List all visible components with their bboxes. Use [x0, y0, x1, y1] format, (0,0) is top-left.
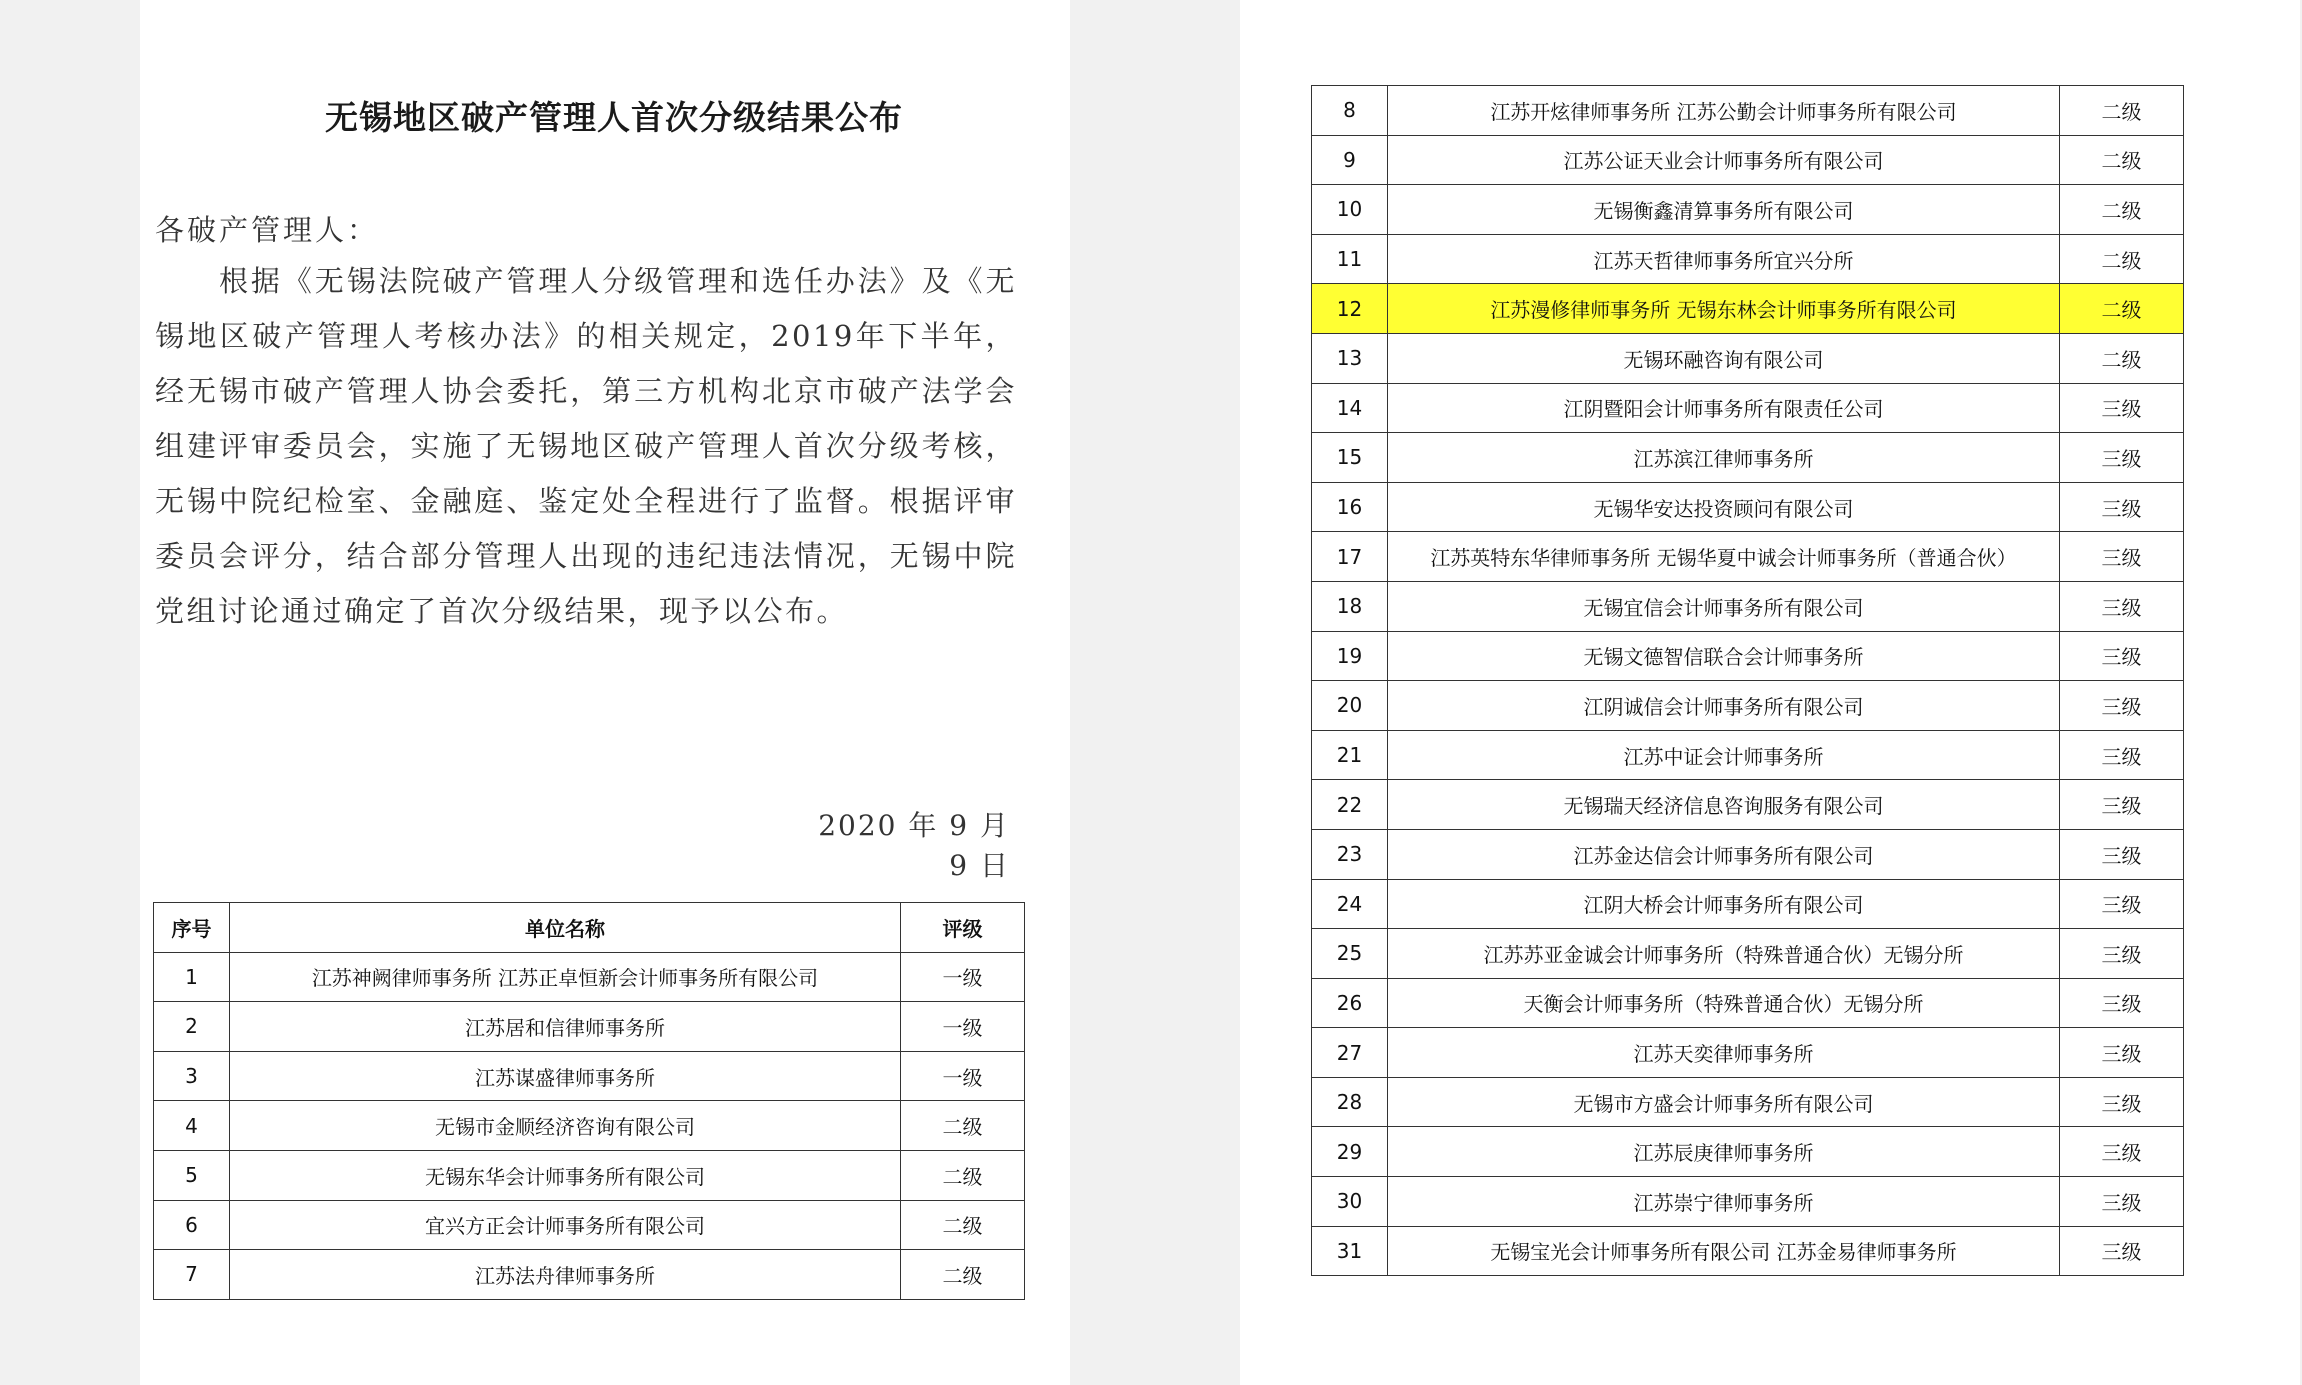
- cell-number: 28: [1312, 1077, 1388, 1127]
- cell-number: 4: [154, 1101, 230, 1151]
- cell-grade: 二级: [2060, 135, 2184, 185]
- cell-number: 2: [154, 1002, 230, 1052]
- cell-unit-name: 江苏漫修律师事务所 无锡东林会计师事务所有限公司: [1388, 284, 2060, 334]
- table-row: [1312, 978, 2184, 1028]
- cell-unit-name: 江苏苏亚金诚会计师事务所（特殊普通合伙）无锡分所: [1388, 929, 2060, 979]
- table-row: [1312, 1127, 2184, 1177]
- cell-grade: 二级: [901, 1150, 1025, 1200]
- cell-unit-name: 无锡衡鑫清算事务所有限公司: [1388, 185, 2060, 235]
- table-row: [1312, 829, 2184, 879]
- table-row: [1312, 284, 2184, 334]
- header-no: 序号: [154, 903, 230, 953]
- cell-number: 23: [1312, 829, 1388, 879]
- table-row: [1312, 681, 2184, 731]
- cell-unit-name: 无锡宜信会计师事务所有限公司: [1388, 581, 2060, 631]
- cell-grade: 三级: [2060, 929, 2184, 979]
- cell-number: 31: [1312, 1226, 1388, 1276]
- table-row: [1312, 730, 2184, 780]
- cell-grade: 二级: [2060, 284, 2184, 334]
- cell-grade: 三级: [2060, 1226, 2184, 1276]
- table-row: [154, 1051, 1025, 1101]
- cell-number: 10: [1312, 185, 1388, 235]
- table-row: [1312, 631, 2184, 681]
- cell-number: 11: [1312, 234, 1388, 284]
- cell-number: 21: [1312, 730, 1388, 780]
- table-row: [1312, 482, 2184, 532]
- result-table-right: [1311, 85, 2184, 1276]
- cell-grade: 二级: [901, 1250, 1025, 1300]
- cell-unit-name: 宜兴方正会计师事务所有限公司: [230, 1200, 901, 1250]
- table-row: [154, 1101, 1025, 1151]
- cell-number: 3: [154, 1051, 230, 1101]
- cell-grade: 三级: [2060, 581, 2184, 631]
- cell-unit-name: 江苏中证会计师事务所: [1388, 730, 2060, 780]
- cell-number: 22: [1312, 780, 1388, 830]
- cell-number: 12: [1312, 284, 1388, 334]
- cell-unit-name: 江阴暨阳会计师事务所有限责任公司: [1388, 383, 2060, 433]
- table-row: [154, 1250, 1025, 1300]
- cell-unit-name: 江苏居和信律师事务所: [230, 1002, 901, 1052]
- cell-number: 26: [1312, 978, 1388, 1028]
- table-row: [1312, 1077, 2184, 1127]
- cell-number: 14: [1312, 383, 1388, 433]
- cell-number: 19: [1312, 631, 1388, 681]
- cell-unit-name: 江苏神阙律师事务所 江苏正卓恒新会计师事务所有限公司: [230, 952, 901, 1002]
- cell-number: 29: [1312, 1127, 1388, 1177]
- cell-grade: 一级: [901, 1051, 1025, 1101]
- cell-number: 5: [154, 1150, 230, 1200]
- table-row: [1312, 333, 2184, 383]
- cell-unit-name: 天衡会计师事务所（特殊普通合伙）无锡分所: [1388, 978, 2060, 1028]
- table-row: [1312, 780, 2184, 830]
- cell-unit-name: 无锡瑞天经济信息咨询服务有限公司: [1388, 780, 2060, 830]
- cell-unit-name: 江苏开炫律师事务所 江苏公勤会计师事务所有限公司: [1388, 86, 2060, 136]
- cell-unit-name: 无锡市金顺经济咨询有限公司: [230, 1101, 901, 1151]
- cell-unit-name: 江苏法舟律师事务所: [230, 1250, 901, 1300]
- cell-unit-name: 无锡市方盛会计师事务所有限公司: [1388, 1077, 2060, 1127]
- cell-grade: 三级: [2060, 631, 2184, 681]
- cell-grade: 二级: [2060, 333, 2184, 383]
- cell-number: 7: [154, 1250, 230, 1300]
- header-grade: 评级: [901, 903, 1025, 953]
- table-row: [1312, 1177, 2184, 1227]
- body-paragraph: 根据《无锡法院破产管理人分级管理和选任办法》及《无锡地区破产管理人考核办法》的相关规定，2019年下半年，经无锡市破产管理人协会委托，第三方机构北京市破产法学会组建评审委员会，实施了无锡地区破产管理人首次分级考核，无锡中院纪检室、金融庭、鉴定处全程进行了监督。根据评审委员会评分，结合部分管理人出现的违纪违法情况，无锡中院党组讨论通过确定了首次分级结果，现予以公布。: [155, 264, 1017, 628]
- cell-grade: 三级: [2060, 681, 2184, 731]
- cell-number: 18: [1312, 581, 1388, 631]
- cell-unit-name: 江苏公证天业会计师事务所有限公司: [1388, 135, 2060, 185]
- cell-grade: 三级: [2060, 730, 2184, 780]
- cell-grade: 二级: [2060, 234, 2184, 284]
- cell-grade: 三级: [2060, 1028, 2184, 1078]
- cell-number: 15: [1312, 433, 1388, 483]
- cell-grade: 三级: [2060, 879, 2184, 929]
- cell-number: 24: [1312, 879, 1388, 929]
- cell-number: 25: [1312, 929, 1388, 979]
- cell-unit-name: 无锡宝光会计师事务所有限公司 江苏金易律师事务所: [1388, 1226, 2060, 1276]
- table-row: [1312, 532, 2184, 582]
- cell-number: 9: [1312, 135, 1388, 185]
- cell-number: 1: [154, 952, 230, 1002]
- document-title: 无锡地区破产管理人首次分级结果公布: [325, 98, 903, 137]
- cell-grade: 三级: [2060, 532, 2184, 582]
- table-row: [1312, 581, 2184, 631]
- table-row: [1312, 433, 2184, 483]
- cell-grade: 一级: [901, 952, 1025, 1002]
- cell-number: 27: [1312, 1028, 1388, 1078]
- document-date: 2020 年 9 月 9 日: [818, 809, 1010, 882]
- cell-unit-name: 江苏英特东华律师事务所 无锡华夏中诚会计师事务所（普通合伙）: [1388, 532, 2060, 582]
- table-row: [1312, 234, 2184, 284]
- cell-number: 30: [1312, 1177, 1388, 1227]
- header-name: 单位名称: [230, 903, 901, 953]
- cell-unit-name: 江阴大桥会计师事务所有限公司: [1388, 879, 2060, 929]
- table-row: [1312, 1226, 2184, 1276]
- cell-grade: 三级: [2060, 1177, 2184, 1227]
- table-row: [1312, 135, 2184, 185]
- cell-unit-name: 江苏辰庚律师事务所: [1388, 1127, 2060, 1177]
- cell-number: 6: [154, 1200, 230, 1250]
- cell-unit-name: 无锡东华会计师事务所有限公司: [230, 1150, 901, 1200]
- cell-number: 20: [1312, 681, 1388, 731]
- table-row: [1312, 879, 2184, 929]
- cell-unit-name: 江苏滨江律师事务所: [1388, 433, 2060, 483]
- cell-number: 8: [1312, 86, 1388, 136]
- table-row: [154, 1002, 1025, 1052]
- cell-unit-name: 江苏天奕律师事务所: [1388, 1028, 2060, 1078]
- cell-unit-name: 江阴诚信会计师事务所有限公司: [1388, 681, 2060, 731]
- cell-grade: 三级: [2060, 780, 2184, 830]
- cell-grade: 一级: [901, 1002, 1025, 1052]
- cell-grade: 二级: [901, 1200, 1025, 1250]
- table-row: [1312, 185, 2184, 235]
- table-row: [1312, 1028, 2184, 1078]
- cell-unit-name: 无锡环融咨询有限公司: [1388, 333, 2060, 383]
- cell-grade: 三级: [2060, 433, 2184, 483]
- cell-grade: 三级: [2060, 1077, 2184, 1127]
- cell-grade: 二级: [901, 1101, 1025, 1151]
- table-row: [1312, 86, 2184, 136]
- cell-unit-name: 江苏金达信会计师事务所有限公司: [1388, 829, 2060, 879]
- cell-unit-name: 江苏天哲律师事务所宜兴分所: [1388, 234, 2060, 284]
- cell-unit-name: 江苏谋盛律师事务所: [230, 1051, 901, 1101]
- cell-grade: 三级: [2060, 829, 2184, 879]
- cell-grade: 三级: [2060, 383, 2184, 433]
- cell-unit-name: 无锡文德智信联合会计师事务所: [1388, 631, 2060, 681]
- cell-grade: 三级: [2060, 978, 2184, 1028]
- table-row: [154, 1200, 1025, 1250]
- cell-grade: 三级: [2060, 1127, 2184, 1177]
- table-row: [154, 1150, 1025, 1200]
- cell-grade: 二级: [2060, 185, 2184, 235]
- cell-unit-name: 无锡华安达投资顾问有限公司: [1388, 482, 2060, 532]
- cell-number: 17: [1312, 532, 1388, 582]
- table-row: [1312, 929, 2184, 979]
- result-table-left: [153, 902, 1025, 1300]
- cell-unit-name: 江苏崇宁律师事务所: [1388, 1177, 2060, 1227]
- salutation: 各破产管理人：: [155, 213, 380, 247]
- table-row: [154, 952, 1025, 1002]
- cell-grade: 三级: [2060, 482, 2184, 532]
- cell-number: 16: [1312, 482, 1388, 532]
- cell-grade: 二级: [2060, 86, 2184, 136]
- table-header-row: [154, 903, 1025, 953]
- table-row: [1312, 383, 2184, 433]
- cell-number: 13: [1312, 333, 1388, 383]
